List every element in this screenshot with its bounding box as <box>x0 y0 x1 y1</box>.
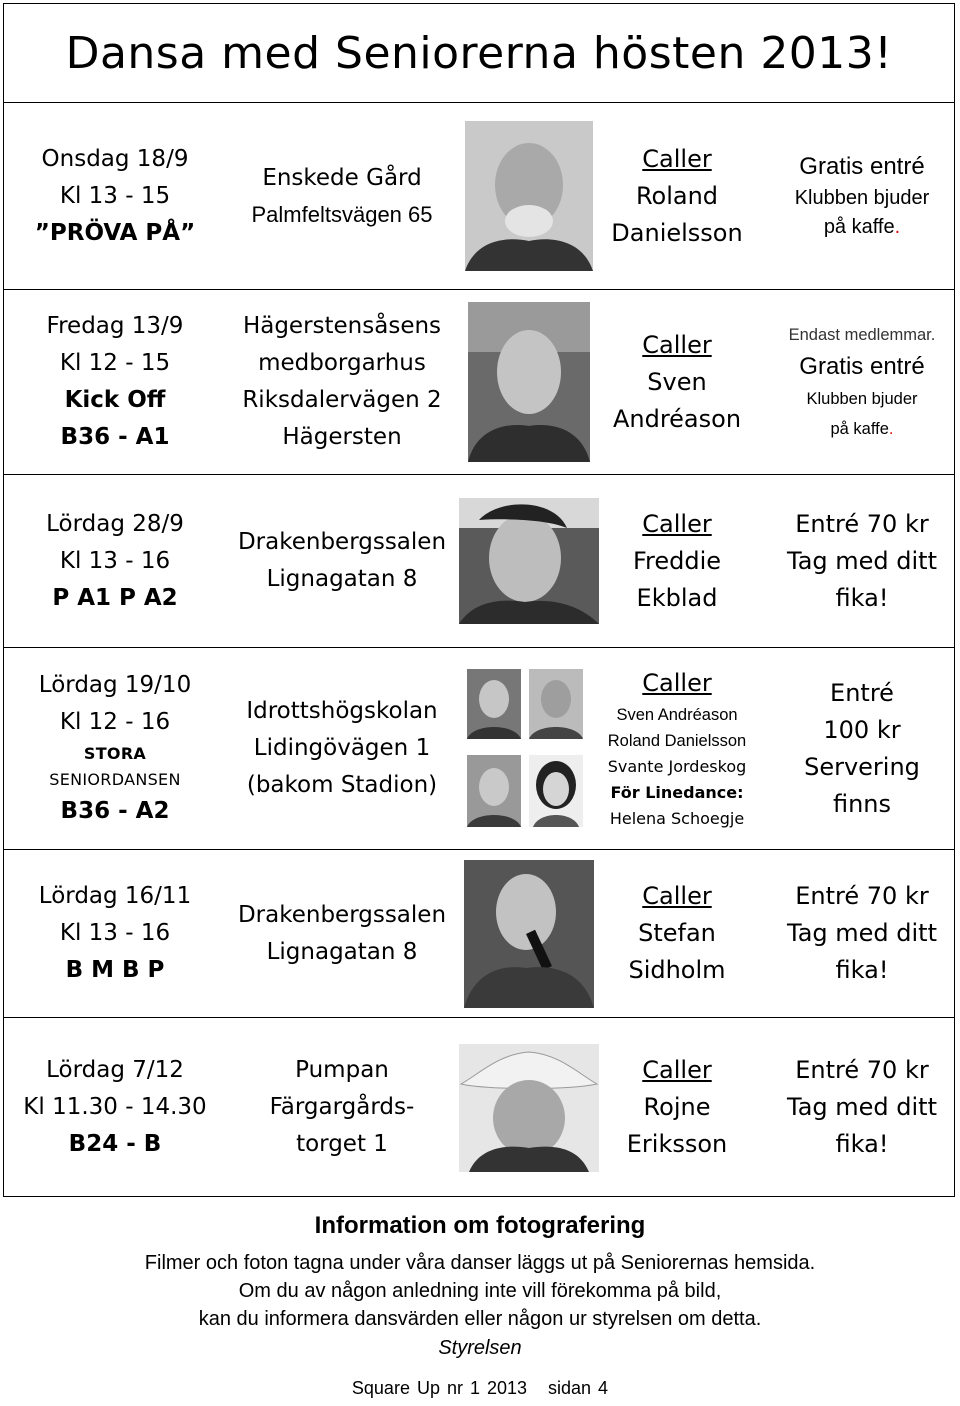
info-coffee: på kaffe. <box>823 216 901 238</box>
caller-name: Roland Danielsson <box>607 732 747 750</box>
caller-label: Caller <box>642 144 712 173</box>
venue-name: Pumpan <box>295 1057 389 1083</box>
event-venue <box>226 290 458 474</box>
caller-name: Helena Schoegje <box>609 809 745 828</box>
event-info <box>769 648 955 849</box>
event-info <box>769 1018 955 1197</box>
photo-group-callers <box>467 669 591 829</box>
event-caller <box>592 290 762 474</box>
event-info <box>769 475 955 647</box>
event-info <box>769 290 955 474</box>
photo-sven-small <box>467 669 521 739</box>
info-entry: Entré 70 kr <box>795 882 929 910</box>
event-caller <box>592 648 762 849</box>
event-caller <box>592 103 762 289</box>
date-note: STORA <box>83 744 147 763</box>
photo-freddie-ekblad <box>459 498 599 624</box>
date-level: B36 - A1 <box>60 424 170 450</box>
info-bring: fika! <box>835 956 889 984</box>
caller-label: Caller <box>642 509 712 538</box>
photo-stefan-sidholm <box>464 860 594 1008</box>
venue-name: Hägerstensåsens <box>242 313 442 339</box>
caller-name: Sidholm <box>628 956 726 984</box>
venue-city: Hägersten <box>282 424 402 450</box>
event-row-3 <box>4 475 954 648</box>
page-footer: Square Up nr 1 2013 sidan 4 <box>351 1378 609 1398</box>
info-coffee: på kaffe. <box>830 420 894 438</box>
caller-name: Sven Andréason <box>616 706 738 724</box>
venue-name: Drakenbergssalen <box>237 901 447 928</box>
date-note: SENIORDANSEN <box>49 770 181 789</box>
event-venue <box>226 103 458 289</box>
event-row-5 <box>4 850 954 1018</box>
date-day: Fredag 13/9 <box>46 313 184 339</box>
caller-label: Caller <box>642 669 712 697</box>
venue-address: Färgargårds- <box>269 1094 415 1120</box>
info-price: 100 kr <box>823 715 901 744</box>
photo-roland-danielsson <box>465 121 593 271</box>
date-time: Kl 13 - 16 <box>59 920 171 946</box>
event-date <box>4 1018 226 1197</box>
photo-rojne-eriksson <box>459 1044 599 1172</box>
date-time: Kl 11.30 - 14.30 <box>23 1094 207 1120</box>
caller-name: Danielsson <box>611 218 743 247</box>
schedule-table <box>3 103 955 1197</box>
photo-cell <box>458 290 600 474</box>
caller-label: Caller <box>642 330 712 359</box>
info-bring: Tag med ditt <box>787 1093 937 1121</box>
event-venue <box>226 1018 458 1197</box>
date-time: Kl 12 - 15 <box>59 350 171 376</box>
date-level: B M B P <box>65 957 165 983</box>
info-line: Filmer och foton tagna under våra danser läggs ut på Seniorernas hemsida. <box>144 1252 816 1274</box>
photo-cell <box>458 648 600 849</box>
venue-name: Idrottshögskolan <box>246 698 438 724</box>
venue-address: Lignagatan 8 <box>266 566 418 592</box>
date-day: Lördag 28/9 <box>46 510 184 537</box>
event-date <box>4 475 226 647</box>
page-title: Dansa med Seniorerna hösten 2013! <box>3 3 955 103</box>
info-entry: Entré 70 kr <box>795 1056 929 1084</box>
event-caller <box>592 1018 762 1197</box>
event-info <box>769 850 955 1017</box>
caller-name: Svante Jordeskog <box>607 757 747 776</box>
photo-sven-andreason <box>468 302 590 462</box>
caller-name: Rojne <box>643 1093 711 1121</box>
date-note: Kick Off <box>64 387 166 413</box>
venue-address: Lignagatan 8 <box>266 938 418 965</box>
caller-name: Roland <box>635 181 719 210</box>
event-row-4 <box>4 648 954 850</box>
caller-name: Sven <box>647 367 707 396</box>
photo-roland-small <box>529 669 583 739</box>
info-bring: Tag med ditt <box>787 919 937 947</box>
date-day: Lördag 16/11 <box>38 883 192 909</box>
venue-note: (bakom Stadion) <box>246 772 438 798</box>
red-period: . <box>888 420 894 438</box>
event-date <box>4 103 226 289</box>
caller-label: Caller <box>642 882 712 910</box>
caller-name: Andréason <box>612 404 742 433</box>
event-caller <box>592 850 762 1017</box>
photo-cell <box>458 475 600 647</box>
event-date <box>4 648 226 849</box>
info-line: kan du informera dansvärden eller någon ur styrelsen om detta. <box>198 1308 762 1330</box>
event-info <box>769 103 955 289</box>
date-time: Kl 12 - 16 <box>59 709 171 735</box>
info-serving: Servering <box>804 752 920 781</box>
event-row-6 <box>4 1018 954 1197</box>
venue-name: Enskede Gård <box>262 164 422 191</box>
info-entry: Gratis entré <box>799 153 925 180</box>
caller-label: Caller <box>642 1056 712 1084</box>
venue-address: Palmfeltsvägen 65 <box>251 201 433 227</box>
event-caller <box>592 475 762 647</box>
event-venue <box>226 850 458 1017</box>
venue-name: medborgarhus <box>258 350 426 376</box>
photo-info-section <box>0 1207 960 1363</box>
photo-svante-small <box>467 755 521 827</box>
caller-linedance-label: För Linedance: <box>610 783 744 802</box>
photo-cell <box>458 1018 600 1197</box>
info-members-only: Endast medlemmar. <box>788 326 936 344</box>
date-day: Onsdag 18/9 <box>41 145 189 172</box>
caller-name: Freddie <box>632 546 722 575</box>
date-level: P A1 P A2 <box>52 584 178 611</box>
caller-name: Stefan <box>638 919 716 947</box>
info-title: Information om fotografering <box>314 1212 646 1239</box>
event-date <box>4 850 226 1017</box>
date-time: Kl 13 - 15 <box>59 182 171 209</box>
info-entry: Entré 70 kr <box>795 509 929 538</box>
info-serving: finns <box>832 789 892 818</box>
caller-name: Ekblad <box>636 583 718 612</box>
caller-name: Eriksson <box>626 1130 728 1158</box>
info-entry: Entré <box>830 678 894 707</box>
info-line: Om du av någon anledning inte vill förekomma på bild, <box>238 1280 722 1302</box>
date-time: Kl 13 - 16 <box>59 547 171 574</box>
photo-cell <box>458 850 600 1017</box>
date-level: B24 - B <box>68 1131 162 1157</box>
info-entry: Gratis entré <box>799 353 925 380</box>
info-bring: Tag med ditt <box>787 546 937 575</box>
date-day: Lördag 19/10 <box>38 672 192 698</box>
date-note: ”PRÖVA PÅ” <box>34 219 196 246</box>
date-day: Lördag 7/12 <box>46 1057 184 1083</box>
info-bring: fika! <box>835 583 889 612</box>
venue-address: Lidingövägen 1 <box>253 735 431 761</box>
info-coffee: Klubben bjuder <box>794 187 930 209</box>
event-venue <box>226 648 458 849</box>
date-level: B36 - A2 <box>60 798 170 824</box>
info-coffee: Klubben bjuder <box>806 390 918 408</box>
event-row-1 <box>4 103 954 290</box>
venue-address: torget 1 <box>296 1131 388 1157</box>
red-period: . <box>894 216 901 238</box>
photo-cell <box>458 103 600 289</box>
venue-name: Drakenbergssalen <box>237 529 447 555</box>
venue-address: Riksdalervägen 2 <box>242 387 442 413</box>
event-date <box>4 290 226 474</box>
event-row-2 <box>4 290 954 475</box>
photo-helena-small <box>529 755 583 827</box>
event-venue <box>226 475 458 647</box>
info-bring: fika! <box>835 1130 889 1158</box>
info-signature: Styrelsen <box>438 1337 522 1359</box>
